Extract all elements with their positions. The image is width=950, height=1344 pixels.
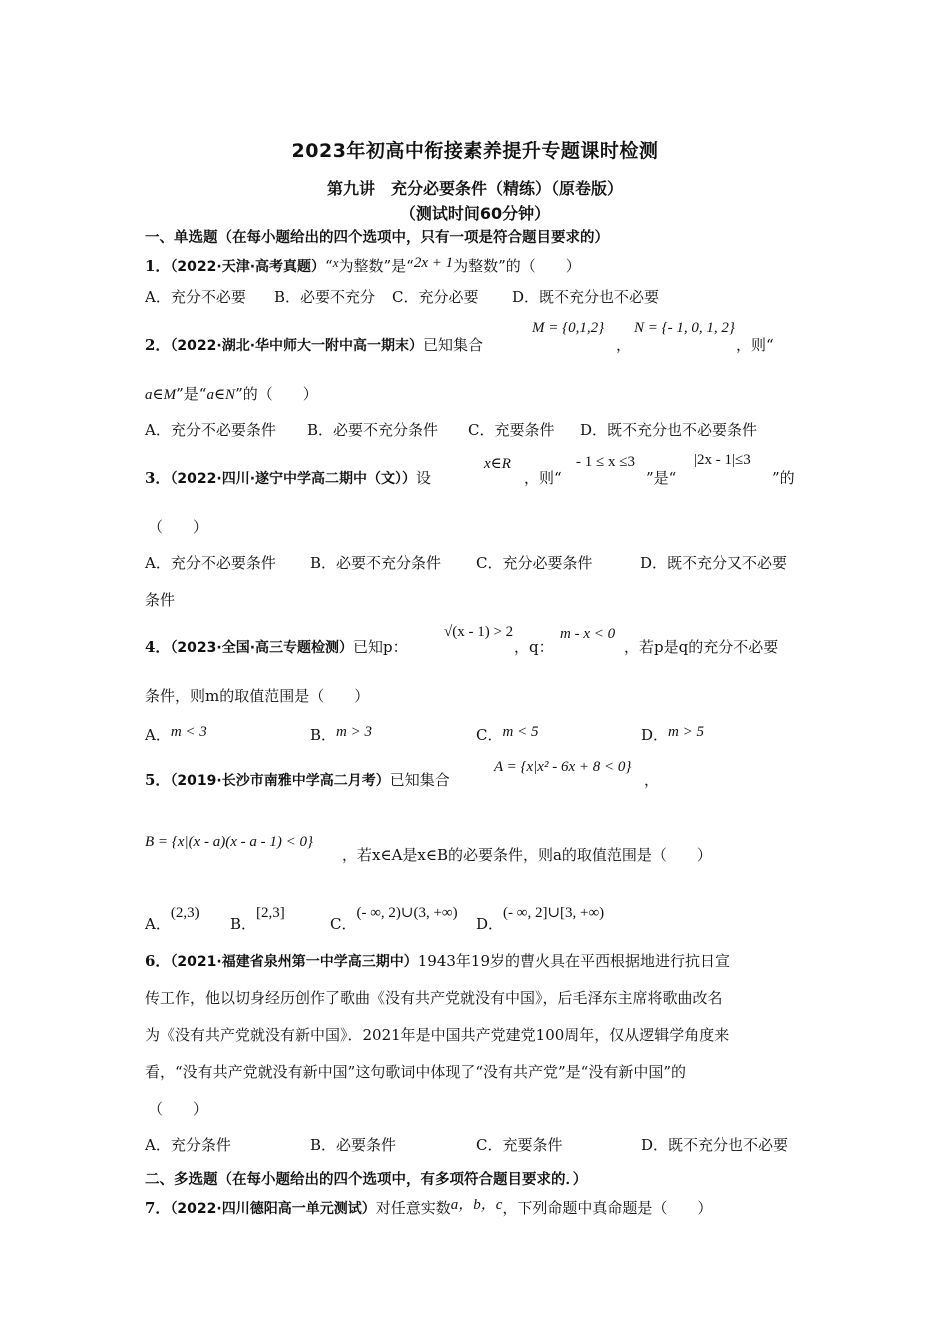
question-source: （2021·福建省泉州第一中学高三期中） bbox=[170, 954, 418, 970]
option-d: D．既不充分也不必要 bbox=[512, 288, 660, 306]
math-formula: √(x - 1) > 2 bbox=[444, 624, 514, 640]
question-number: 5． bbox=[145, 771, 171, 789]
question-number: 3． bbox=[145, 469, 171, 487]
time-note: （测试时间60分钟） bbox=[399, 204, 551, 223]
document-page: 2023年初高中衔接素养提升专题课时检测 第九讲 充分必要条件（精练）（原卷版） （测试时间60分钟） 一、单选题（在每小题给出的四个选项中，只有一项是符合题目要求的） 1．（2022·天津·高考真题）“x为整数”是“2x + 1为整数”的（ ） A．充分不必要 B．必要不充分 C．充分必要 D．既不充分也不必要 2．（2022·湖北·华中师大一附中高一期末）已知集合 M = {0,1,2} ， N = {- 1, 0, 1, 2} ，则“ a∈M”是“a∈N”的（ ） A．充分不必要条件 B．必要不充分条件 C．充要条件 D．既不充分也不必要条件 3．（2022·四川·遂宁中学高二期中（文））设 x∈R ，则“ - 1 ≤ x ≤3 ”是“ |2x - 1|≤3 ”的 （ ） A．充分不必要条件 B．必要不充分条件 C．充分必要条件 D．既不充分又不必要 条件 4．（2023·全国·高三专题检测）已知p： √(x - 1) > 2 ，q： m - x < 0 ，若p是q的充分不必要 条件，则m的取值范围是（ ） A．m < 3 B．m > 3 C．m < 5 D．m > 5 5．（2019·长沙市南雅中学高二月考）已知集合 A = {x|x² - 6x + 8 < 0} ， B = {x|(x - a)(x - a - 1) < 0} ，若x∈A是x∈B的必要条件，则a的取值范围是（ ） A．(2,3) B．[2,3] C．(- ∞, 2)∪(3, +∞) D．(- ∞, 2]∪[3, +∞) 6．（2021·福建省泉州第一中学高三期中）1943年19岁的曹火具在平西根据地进行抗日宣 传工作，他以切身经历创作了歌曲《没有共产党就没有中国》，后毛泽东主席将歌曲改名 为《没有共产党就没有新中国》．2021年是中国共产党建党100周年，仅从逻辑学角度来 看，“没有共产党就没有新中国”这句歌词中体现了“没有共产党”是“没有新中国”的 （ ） A．充分条件 B．必要条件 C．充要条件 D．既不充分也不必要 二、多选题（在每小题给出的四个选项中，有多项符合题目要求的．） 7．（2022·四川德阳高一单元测试）对任意实数a，b，c，下列命题中真命题是（ ） bbox=[0, 0, 950, 1344]
option-c: C．充分必要条件 bbox=[476, 554, 593, 572]
math-formula-set-b: B = {x|(x - a)(x - a - 1) < 0} bbox=[145, 834, 313, 850]
math-formula: x bbox=[332, 255, 339, 270]
question-5-stem: 5．（2019·长沙市南雅中学高二月考）已知集合 bbox=[145, 771, 450, 789]
math-formula: a，b，c bbox=[450, 1197, 503, 1213]
math-formula-set-a: A = {x|x² - 6x + 8 < 0} bbox=[494, 759, 632, 775]
question-7-stem: 7．（2022·四川德阳高一单元测试）对任意实数a，b，c，下列命题中真命题是（ ） bbox=[145, 1197, 713, 1217]
option-a: A．充分不必要条件 bbox=[145, 421, 276, 439]
section-heading-single-choice: 一、单选题（在每小题给出的四个选项中，只有一项是符合题目要求的） bbox=[145, 230, 609, 246]
question-source: （2023·全国·高三专题检测） bbox=[170, 640, 354, 656]
question-6-line: 看，“没有共产党就没有新中国”这句歌词中体现了“没有共产党”是“没有新中国”的 bbox=[145, 1063, 687, 1081]
document-subtitle: 第九讲 充分必要条件（精练）（原卷版） bbox=[326, 179, 623, 198]
math-formula: (2,3) bbox=[170, 905, 200, 921]
document-title: 2023年初高中衔接素养提升专题课时检测 bbox=[291, 140, 659, 162]
option-a: A．充分不必要条件 bbox=[145, 554, 276, 572]
math-formula: [2,3] bbox=[256, 905, 285, 921]
math-formula: a∈M bbox=[145, 387, 177, 403]
option-d: D．m > 5 bbox=[641, 724, 704, 744]
question-number: 2． bbox=[145, 336, 171, 354]
option-c: C．m < 5 bbox=[476, 724, 539, 744]
option-a: A．充分不必要 bbox=[145, 288, 246, 306]
question-number: 7． bbox=[145, 1199, 171, 1217]
math-formula: x∈R bbox=[484, 456, 511, 472]
math-formula: m > 3 bbox=[336, 724, 372, 740]
question-6-line: 为《没有共产党就没有新中国》．2021年是中国共产党建党100周年，仅从逻辑学角度来 bbox=[145, 1026, 730, 1044]
question-source: （2022·四川德阳高一单元测试） bbox=[170, 1201, 376, 1217]
option-b: B．[2,3] bbox=[230, 905, 285, 933]
option-d: D．既不充分也不必要 bbox=[641, 1136, 789, 1154]
math-formula: m < 3 bbox=[170, 724, 207, 740]
option-c: C．充要条件 bbox=[468, 421, 555, 439]
question-6-line: 传工作，他以切身经历创作了歌曲《没有共产党就没有中国》，后毛泽东主席将歌曲改名 bbox=[145, 989, 723, 1007]
question-source: （2022·天津·高考真题） bbox=[170, 259, 326, 275]
math-formula: - 1 ≤ x ≤3 bbox=[576, 454, 635, 470]
math-formula: (- ∞, 2)∪(3, +∞) bbox=[356, 905, 458, 921]
question-6-stem: 6．（2021·福建省泉州第一中学高三期中）1943年19岁的曹火具在平西根据地进行抗日宣 bbox=[145, 952, 730, 970]
option-d: D．既不充分也不必要条件 bbox=[580, 421, 758, 439]
question-6-line: （ ） bbox=[148, 1100, 209, 1118]
option-a: A．充分条件 bbox=[145, 1136, 231, 1154]
question-source: （2022·四川·遂宁中学高二期中（文）） bbox=[170, 471, 417, 487]
option-b: B．必要不充分 bbox=[274, 288, 376, 306]
option-d: D．(- ∞, 2]∪[3, +∞) bbox=[476, 905, 605, 933]
math-formula-set-m: M = {0,1,2} bbox=[532, 320, 605, 336]
option-b: B．必要条件 bbox=[310, 1136, 397, 1154]
option-a: A．m < 3 bbox=[145, 724, 207, 744]
question-1-stem: 1．（2022·天津·高考真题）“x为整数”是“2x + 1为整数”的（ ） bbox=[145, 255, 581, 275]
option-a: A．(2,3) bbox=[145, 905, 200, 933]
option-c: C．充要条件 bbox=[476, 1136, 563, 1154]
math-formula: 2x + 1 bbox=[413, 255, 454, 271]
math-formula: m > 5 bbox=[668, 724, 704, 740]
question-3-stem: 3．（2022·四川·遂宁中学高二期中（文））设 bbox=[145, 469, 432, 487]
option-c: C．(- ∞, 2)∪(3, +∞) bbox=[330, 905, 458, 933]
question-number: 4． bbox=[145, 638, 171, 656]
question-4-stem: 4．（2023·全国·高三专题检测）已知p： bbox=[145, 638, 408, 656]
math-formula: m - x < 0 bbox=[560, 626, 616, 642]
option-c: C．充分必要 bbox=[392, 288, 479, 306]
section-heading-multiple-choice: 二、多选题（在每小题给出的四个选项中，有多项符合题目要求的．） bbox=[145, 1172, 588, 1188]
math-formula: (- ∞, 2]∪[3, +∞) bbox=[503, 905, 605, 921]
math-formula: a∈N bbox=[206, 387, 236, 403]
question-number: 1． bbox=[145, 257, 171, 275]
question-number: 6． bbox=[145, 952, 171, 970]
option-b: B．m > 3 bbox=[310, 724, 372, 744]
question-source: （2022·湖北·华中师大一附中高一期末） bbox=[170, 338, 424, 354]
option-b: B．必要不充分条件 bbox=[307, 421, 439, 439]
question-2-stem: 2．（2022·湖北·华中师大一附中高一期末）已知集合 bbox=[145, 336, 484, 354]
option-d: D．既不充分又不必要 bbox=[640, 554, 788, 572]
math-formula-set-n: N = {- 1, 0, 1, 2} bbox=[634, 320, 735, 336]
question-source: （2019·长沙市南雅中学高二月考） bbox=[170, 773, 390, 789]
option-b: B．必要不充分条件 bbox=[310, 554, 442, 572]
math-formula: m < 5 bbox=[502, 724, 539, 740]
math-formula: |2x - 1|≤3 bbox=[694, 452, 751, 468]
